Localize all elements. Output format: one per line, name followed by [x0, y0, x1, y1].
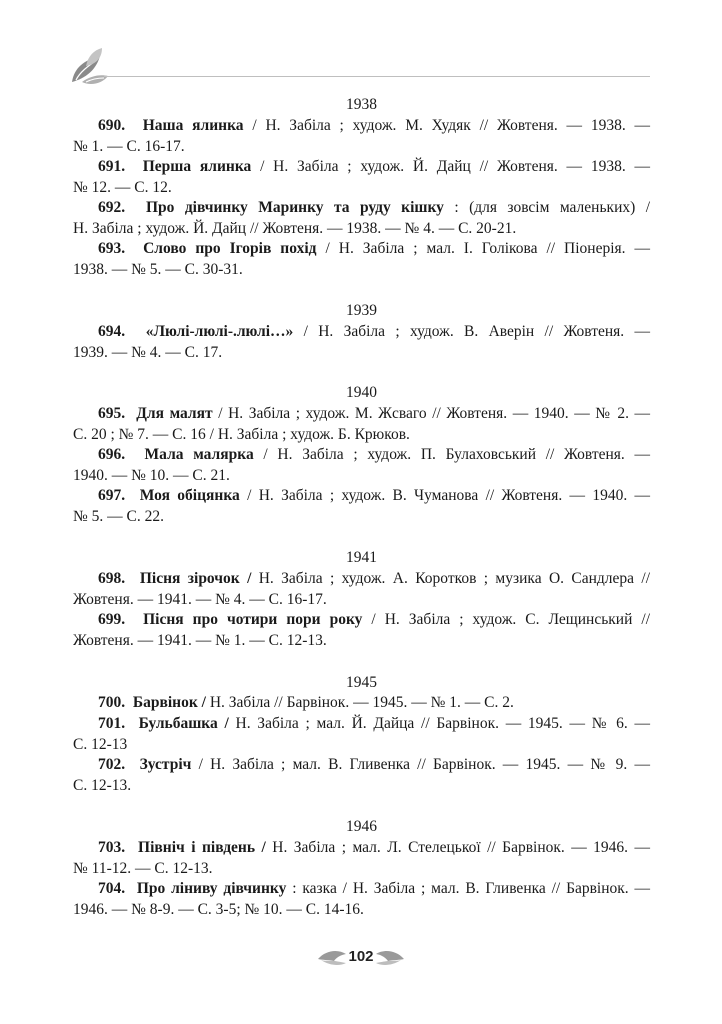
entry-text: / Н. Забіла ; худож. М. Жсваго // Жовтеня. — 1940. — № 2. —	[212, 405, 651, 422]
entry-number: 699.	[98, 611, 126, 628]
entry-number: 694.	[98, 323, 126, 340]
entry-text: № 11-12. — С. 12-13.	[73, 859, 213, 877]
entry-title: Про дівчинку Маринку та руду кішку	[145, 199, 444, 216]
entry-number: 697.	[98, 487, 126, 504]
entry-title: Мала малярка	[144, 446, 254, 463]
entry-text: № 5. — С. 22.	[73, 507, 165, 525]
entry-text: 1946. — № 8-9. — С. 3-5; № 10. — С. 14-16.	[73, 900, 364, 918]
entry-text: С. 12-13.	[73, 776, 132, 794]
entry-number: 696.	[98, 446, 126, 463]
entry-text: Н. Забіла ; худож. Й. Дайц // Жовтеня. — 1938. — № 4. — С. 20-21.	[73, 219, 517, 237]
entry-text: / Н. Забіла ; худож. С. Лещинський //	[362, 611, 651, 628]
entry-text: Н. Забіла // Барвінок. — 1945. — № 1. — С. 2.	[205, 694, 514, 711]
entry-title: Перша ялинка	[142, 158, 252, 175]
entry-text: Жовтеня. — 1941. — № 1. — С. 12-13.	[73, 631, 327, 649]
entry-text: Н. Забіла ; худож. А. Коротков ; музика О. Сандлера //	[251, 570, 650, 587]
entry-text: С. 20 ; № 7. — С. 16 / Н. Забіла ; худож. Б. Крюков.	[73, 425, 410, 443]
entry-number: 690.	[98, 117, 126, 134]
entry-title: Пісня про чотири пори року	[143, 611, 363, 628]
year-heading: 1938	[346, 96, 377, 113]
entry-text: / Н. Забіла ; мал. І. Голікова // Піонерія. —	[316, 240, 650, 257]
entry-title: Про ліниву дівчинку	[136, 880, 287, 897]
entry-text: / Н. Забіла ; худож. В. Аверін // Жовтеня. —	[293, 323, 650, 340]
entry-text: : казка / Н. Забіла ; мал. В. Гливенка // Барвінок. —	[286, 880, 651, 897]
entry-number: 704.	[98, 880, 126, 897]
entry-700	[73, 693, 650, 714]
entry-695	[73, 404, 650, 445]
entry-number: 700.	[98, 694, 126, 711]
entry-690	[73, 116, 650, 157]
entry-701	[73, 714, 650, 755]
entry-text: № 12. — С. 12.	[73, 178, 172, 196]
entry-698	[73, 569, 650, 610]
entry-text: : (для зовсім маленьких) /	[443, 199, 651, 216]
entry-text: Н. Забіла ; мал. Л. Стелецької // Барвінок. — 1946. —	[265, 839, 651, 856]
page-number: 102	[348, 948, 374, 965]
entry-text: / Н. Забіла ; мал. В. Гливенка // Барвінок. — 1945. — № 9. —	[191, 756, 651, 773]
entry-title: Наша ялинка	[142, 117, 244, 134]
entry-text: 1938. — № 5. — С. 30-31.	[73, 260, 243, 278]
entry-text: 1939. — № 4. — С. 17.	[73, 343, 223, 361]
entry-title: Зустріч	[139, 756, 192, 773]
year-heading: 1946	[346, 818, 377, 835]
year-heading: 1940	[346, 384, 377, 401]
entry-number: 695.	[98, 405, 126, 422]
entry-702	[73, 755, 650, 796]
year-heading: 1945	[346, 674, 377, 691]
entry-text: / Н. Забіла ; худож. В. Чуманова // Жовтеня. — 1940. —	[239, 487, 651, 504]
entry-title: Барвінок /	[132, 694, 206, 711]
year-heading: 1941	[346, 549, 377, 566]
entry-number: 691.	[98, 158, 126, 175]
entry-699	[73, 610, 650, 651]
entry-text: Н. Забіла ; мал. Й. Дайца // Барвінок. — 1945. — № 6. —	[228, 715, 650, 732]
entry-title: Північ і південь /	[138, 839, 266, 856]
entry-text: 1940. — № 10. — С. 21.	[73, 466, 230, 484]
entry-title: Слово про Ігорів похід	[143, 240, 317, 257]
entry-number: 692.	[98, 199, 126, 216]
entry-691	[73, 157, 650, 198]
entry-696	[73, 445, 650, 486]
leaf-ornament-icon	[66, 46, 110, 86]
entry-number: 698.	[98, 570, 126, 587]
entry-title: Для малят	[136, 405, 213, 422]
entry-text: С. 12-13	[73, 735, 128, 753]
entry-number: 703.	[98, 839, 126, 856]
entry-692	[73, 198, 650, 239]
entry-number: 693.	[98, 240, 126, 257]
entry-text: Жовтеня. — 1941. — № 4. — С. 16-17.	[73, 590, 327, 608]
entry-title: Моя обіцянка	[139, 487, 240, 504]
entry-693	[73, 239, 650, 280]
entry-704	[73, 879, 650, 920]
entry-703	[73, 838, 650, 879]
entry-title: Пісня зірочок /	[139, 570, 252, 587]
entry-number: 701.	[98, 715, 126, 732]
entry-697	[73, 486, 650, 527]
entry-694	[73, 322, 650, 363]
entry-text: / Н. Забіла ; худож. Й. Дайц // Жовтеня. — 1938. —	[251, 158, 651, 175]
entry-title: «Люлі-люлі-.люлі…»	[145, 323, 294, 340]
entry-number: 702.	[98, 756, 126, 773]
header-rule	[104, 76, 650, 77]
entry-title: Бульбашка /	[138, 715, 229, 732]
entry-text: / Н. Забіла ; худож. П. Булаховський // Жовтеня. —	[253, 446, 650, 463]
year-heading: 1939	[346, 302, 377, 319]
entry-text: № 1. — С. 16-17.	[73, 137, 185, 155]
entry-text: / Н. Забіла ; худож. М. Худяк // Жовтеня. — 1938. —	[243, 117, 651, 134]
